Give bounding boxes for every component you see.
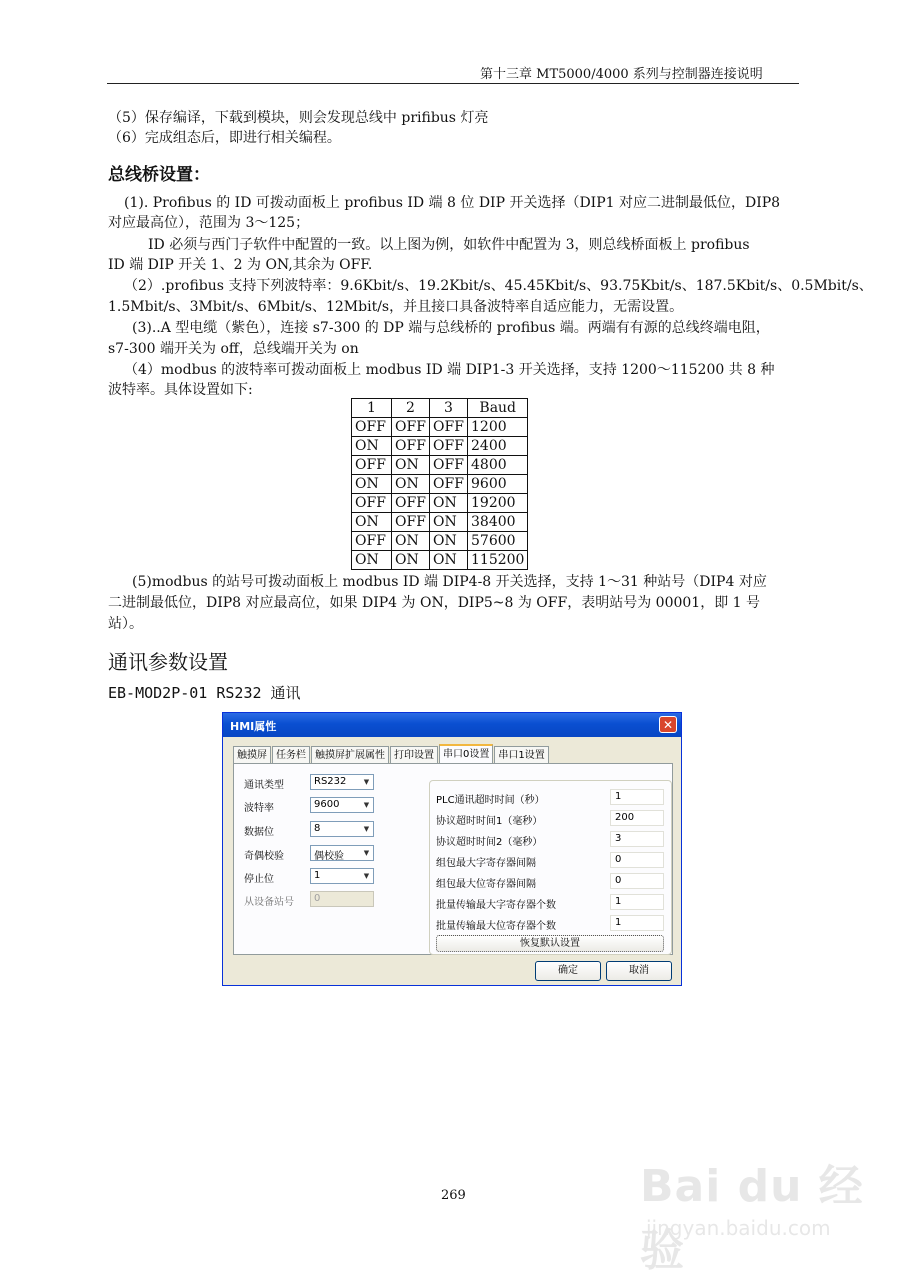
cancel-button[interactable]: 取消 — [606, 961, 672, 981]
plc-timeout-value: 1 — [615, 791, 622, 802]
baud-table-body — [352, 399, 528, 570]
table-cell: OFF — [430, 418, 468, 437]
protocol-timeout-2-input[interactable] — [610, 831, 664, 847]
hmi-properties-dialog — [222, 712, 682, 986]
bridge-p4-line2: 波特率。具体设置如下: — [108, 382, 253, 398]
protocol-timeout-2-label: 协议超时时间2（毫秒） — [436, 837, 543, 848]
bit-register-gap-value: 0 — [615, 875, 622, 886]
table-cell: ON — [430, 513, 468, 532]
slave-station-input — [310, 891, 374, 907]
max-bit-registers-input[interactable] — [610, 915, 664, 931]
bridge-p1-line4: ID 端 DIP 开关 1、2 为 ON,其余为 OFF. — [108, 257, 373, 273]
max-word-registers-input[interactable] — [610, 894, 664, 910]
chevron-down-icon[interactable]: ▼ — [363, 801, 370, 809]
baud-rate-label: 波特率 — [244, 803, 274, 814]
bridge-p5-line3: 站）。 — [108, 616, 143, 632]
baidu-watermark — [640, 1150, 880, 1276]
table-cell: OFF — [430, 475, 468, 494]
table-row — [352, 456, 528, 475]
data-bits-value: 8 — [314, 823, 321, 834]
dialog-title: HMI属性 — [230, 720, 277, 733]
table-cell: ON — [430, 551, 468, 570]
comm-heading: 通讯参数设置 — [108, 650, 228, 674]
page-number: 269 — [441, 1188, 466, 1203]
table-row — [352, 513, 528, 532]
table-cell: 4800 — [468, 456, 528, 475]
header-cell: 3 — [430, 399, 468, 418]
intro-step-5: （5）保存编译，下载到模块，则会发现总线中 prifibus 灯亮 — [108, 110, 489, 126]
chevron-down-icon[interactable]: ▼ — [363, 872, 370, 880]
table-row — [352, 494, 528, 513]
header-cell: 2 — [392, 399, 430, 418]
table-cell: 115200 — [468, 551, 528, 570]
slave-station-value: 0 — [314, 893, 321, 904]
table-cell: ON — [430, 494, 468, 513]
comm-type-value: RS232 — [314, 776, 347, 787]
table-row — [352, 532, 528, 551]
bridge-p5-line2: 二进制最低位，DIP8 对应最高位，如果 DIP4 为 ON，DIP5~8 为 OFF，表明站号为 00001，即 1 号 — [108, 595, 761, 611]
table-cell: 38400 — [468, 513, 528, 532]
running-header: 第十三章 MT5000/4000 系列与控制器连接说明 — [480, 67, 763, 82]
comm-type-select[interactable] — [310, 774, 374, 790]
word-register-gap-input[interactable] — [610, 852, 664, 868]
word-register-gap-label: 组包最大字寄存器间隔 — [436, 858, 536, 869]
watermark-brand: Bai du 经验 — [640, 1161, 864, 1276]
table-cell: ON — [352, 513, 392, 532]
ok-button[interactable]: 确定 — [535, 961, 601, 981]
bridge-p4-line1: （4）modbus 的波特率可拨动面板上 modbus ID 端 DIP1-3 开关选择，支持 1200～115200 共 8 种 — [124, 362, 775, 378]
tab-touchscreen-extended[interactable]: 触摸屏扩展属性 — [311, 746, 389, 764]
watermark-url: jingyan.baidu.com — [646, 1216, 831, 1240]
dialog-titlebar[interactable] — [223, 713, 681, 737]
table-cell: ON — [392, 475, 430, 494]
table-cell: OFF — [392, 494, 430, 513]
table-row — [352, 475, 528, 494]
header-cell: Baud — [468, 399, 528, 418]
plc-timeout-input[interactable] — [610, 789, 664, 805]
table-row — [352, 418, 528, 437]
table-row — [352, 437, 528, 456]
table-cell: ON — [392, 456, 430, 475]
table-cell: 19200 — [468, 494, 528, 513]
table-row — [352, 551, 528, 570]
tab-taskbar[interactable]: 任务栏 — [272, 746, 310, 764]
tab-serial-port-1[interactable]: 串口1设置 — [494, 746, 548, 764]
baud-rate-table — [351, 398, 528, 570]
plc-timeout-label: PLC通讯超时时间（秒） — [436, 795, 545, 806]
parity-select[interactable] — [310, 845, 374, 861]
bridge-p2-line1: （2）.profibus 支持下列波特率：9.6Kbit/s、19.2Kbit/s、45.45Kbit/s、93.75Kbit/s、187.5Kbit/s、0.5Mbit/s、 — [124, 278, 873, 294]
stop-bits-label: 停止位 — [244, 874, 274, 885]
table-cell: 1200 — [468, 418, 528, 437]
table-cell: OFF — [352, 456, 392, 475]
table-cell: OFF — [352, 532, 392, 551]
chevron-down-icon[interactable]: ▼ — [363, 825, 370, 833]
header-cell: 1 — [352, 399, 392, 418]
table-cell: OFF — [430, 437, 468, 456]
bridge-p5-line1: (5)modbus 的站号可拨动面板上 modbus ID 端 DIP4-8 开关选择，支持 1～31 种站号（DIP4 对应 — [132, 574, 767, 590]
tab-serial-port-0[interactable]: 串口0设置 — [439, 744, 493, 766]
protocol-timeout-1-input[interactable] — [610, 810, 664, 826]
bridge-p3-line2: s7-300 端开关为 off，总线端开关为 on — [108, 341, 359, 357]
table-cell: OFF — [392, 437, 430, 456]
parity-value: 偶校验 — [314, 851, 344, 862]
comm-subheading: EB-MOD2P-01 RS232 通讯 — [108, 684, 301, 702]
bridge-p1-line3: ID 必须与西门子软件中配置的一致。以上图为例，如软件中配置为 3，则总线桥面板上 profibus — [148, 237, 750, 253]
protocol-timeout-1-value: 200 — [615, 812, 635, 823]
table-cell: OFF — [392, 418, 430, 437]
table-cell: OFF — [352, 418, 392, 437]
bit-register-gap-label: 组包最大位寄存器间隔 — [436, 879, 536, 890]
table-cell: ON — [430, 532, 468, 551]
parity-label: 奇偶校验 — [244, 851, 284, 862]
timeout-settings-group — [429, 780, 672, 955]
table-cell: ON — [352, 437, 392, 456]
intro-step-6: （6）完成组态后，即进行相关编程。 — [108, 130, 341, 146]
serial-port-0-panel — [233, 763, 673, 955]
max-bit-registers-value: 1 — [615, 917, 622, 928]
bridge-heading: 总线桥设置： — [108, 165, 210, 185]
table-cell: ON — [352, 551, 392, 570]
bridge-p1-line1: (1). Profibus 的 ID 可拨动面板上 profibus ID 端 8 位 DIP 开关选择（DIP1 对应二进制最低位，DIP8 — [124, 195, 781, 211]
max-word-registers-label: 批量传输最大字寄存器个数 — [436, 900, 556, 911]
chevron-down-icon[interactable]: ▼ — [363, 778, 370, 786]
restore-defaults-button[interactable]: 恢复默认设置 — [436, 935, 664, 952]
bridge-p2-line2: 1.5Mbit/s、3Mbit/s、6Mbit/s、12Mbit/s，并且接口具备波特率自适应能力，无需设置。 — [108, 299, 684, 315]
table-cell: 9600 — [468, 475, 528, 494]
table-cell: 57600 — [468, 532, 528, 551]
comm-type-label: 通讯类型 — [244, 780, 284, 791]
protocol-timeout-2-value: 3 — [615, 833, 622, 844]
max-word-registers-value: 1 — [615, 896, 622, 907]
tab-touchscreen[interactable]: 触摸屏 — [233, 746, 271, 764]
baud-table-header-row — [352, 399, 528, 418]
bit-register-gap-input[interactable] — [610, 873, 664, 889]
table-cell: OFF — [392, 513, 430, 532]
baud-rate-select[interactable] — [310, 797, 374, 813]
bridge-p3-line1: (3)..A 型电缆（紫色），连接 s7-300 的 DP 端与总线桥的 profibus 端。两端有有源的总线终端电阻， — [132, 320, 770, 336]
dialog-tabs — [233, 744, 550, 763]
data-bits-select[interactable] — [310, 821, 374, 837]
baud-rate-value: 9600 — [314, 799, 340, 810]
slave-station-label: 从设备站号 — [244, 897, 294, 908]
max-bit-registers-label: 批量传输最大位寄存器个数 — [436, 921, 556, 932]
bridge-p1-line2: 对应最高位），范围为 3～125； — [108, 215, 310, 231]
table-cell: 2400 — [468, 437, 528, 456]
table-cell: OFF — [352, 494, 392, 513]
table-cell: ON — [352, 475, 392, 494]
tab-print-settings[interactable]: 打印设置 — [390, 746, 438, 764]
header-rule — [107, 83, 799, 84]
protocol-timeout-1-label: 协议超时时间1（毫秒） — [436, 816, 543, 827]
chevron-down-icon[interactable]: ▼ — [363, 849, 370, 857]
stop-bits-select[interactable] — [310, 868, 374, 884]
table-cell: ON — [392, 532, 430, 551]
table-cell: OFF — [430, 456, 468, 475]
word-register-gap-value: 0 — [615, 854, 622, 865]
stop-bits-value: 1 — [314, 870, 321, 881]
table-cell: ON — [392, 551, 430, 570]
data-bits-label: 数据位 — [244, 827, 274, 838]
close-button[interactable]: ✕ — [659, 716, 677, 733]
